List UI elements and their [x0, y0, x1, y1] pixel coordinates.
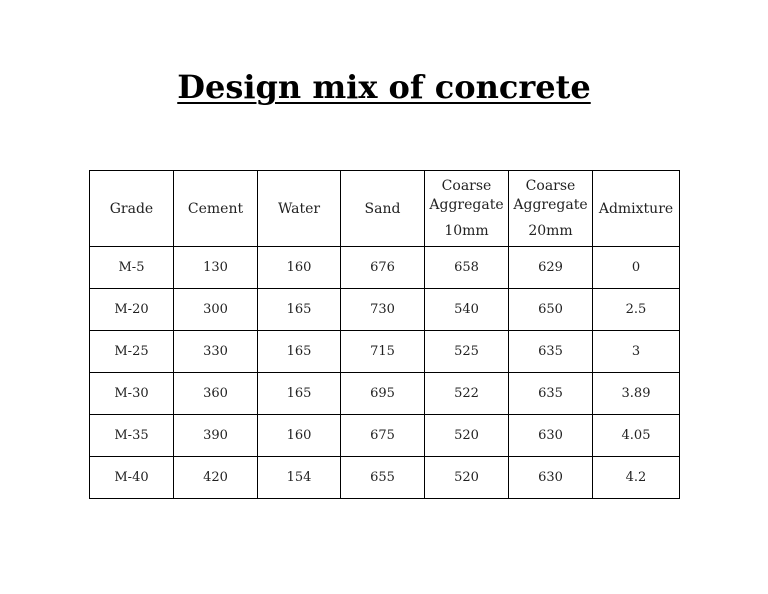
design-mix-table — [89, 170, 680, 499]
cement-cell: 360 — [174, 373, 258, 415]
grade-cell: M-5 — [90, 247, 174, 289]
water-cell: 154 — [258, 457, 341, 499]
admixture-cell: 0 — [593, 247, 680, 289]
coarse-20mm-cell: 630 — [509, 415, 593, 457]
coarse-20mm-cell: 629 — [509, 247, 593, 289]
page-title: Design mix of concrete — [177, 68, 591, 106]
cement-cell: 390 — [174, 415, 258, 457]
water-cell: 165 — [258, 289, 341, 331]
header-ca20-line2: Aggregate — [513, 196, 588, 213]
header-ca10-line2: Aggregate — [429, 196, 504, 213]
grade-cell: M-35 — [90, 415, 174, 457]
grade-cell: M-40 — [90, 457, 174, 499]
coarse-20mm-cell: 635 — [509, 373, 593, 415]
water-cell: 165 — [258, 331, 341, 373]
header-coarse-aggregate-20mm — [509, 171, 593, 247]
coarse-20mm-cell: 635 — [509, 331, 593, 373]
table-row — [90, 457, 680, 499]
header-ca20-line1: Coarse — [525, 177, 576, 194]
table-row — [90, 331, 680, 373]
cement-cell: 300 — [174, 289, 258, 331]
header-grade: Grade — [90, 171, 174, 247]
cement-cell: 130 — [174, 247, 258, 289]
coarse-20mm-cell: 630 — [509, 457, 593, 499]
header-cement: Cement — [174, 171, 258, 247]
admixture-cell: 4.05 — [593, 415, 680, 457]
admixture-cell: 4.2 — [593, 457, 680, 499]
water-cell: 160 — [258, 415, 341, 457]
header-sand: Sand — [341, 171, 425, 247]
sand-cell: 676 — [341, 247, 425, 289]
header-coarse-aggregate-10mm — [425, 171, 509, 247]
cement-cell: 420 — [174, 457, 258, 499]
header-admixture: Admixture — [593, 171, 680, 247]
sand-cell: 655 — [341, 457, 425, 499]
admixture-cell: 3.89 — [593, 373, 680, 415]
table-row — [90, 415, 680, 457]
header-row — [90, 171, 680, 247]
sand-cell: 675 — [341, 415, 425, 457]
grade-cell: M-30 — [90, 373, 174, 415]
coarse-10mm-cell: 520 — [425, 457, 509, 499]
water-cell: 160 — [258, 247, 341, 289]
coarse-10mm-cell: 658 — [425, 247, 509, 289]
coarse-10mm-cell: 525 — [425, 331, 509, 373]
coarse-10mm-cell: 540 — [425, 289, 509, 331]
grade-cell: M-20 — [90, 289, 174, 331]
coarse-10mm-cell: 520 — [425, 415, 509, 457]
header-ca10-line1: Coarse — [441, 177, 492, 194]
admixture-cell: 3 — [593, 331, 680, 373]
sand-cell: 730 — [341, 289, 425, 331]
header-water: Water — [258, 171, 341, 247]
sand-cell: 715 — [341, 331, 425, 373]
coarse-10mm-cell: 522 — [425, 373, 509, 415]
header-ca10-line3: 10mm — [444, 222, 489, 239]
grade-cell: M-25 — [90, 331, 174, 373]
admixture-cell: 2.5 — [593, 289, 680, 331]
table-row — [90, 247, 680, 289]
cement-cell: 330 — [174, 331, 258, 373]
table-row — [90, 289, 680, 331]
table-row — [90, 373, 680, 415]
sand-cell: 695 — [341, 373, 425, 415]
header-ca20-line3: 20mm — [528, 222, 573, 239]
coarse-20mm-cell: 650 — [509, 289, 593, 331]
table-body — [90, 247, 680, 499]
water-cell: 165 — [258, 373, 341, 415]
